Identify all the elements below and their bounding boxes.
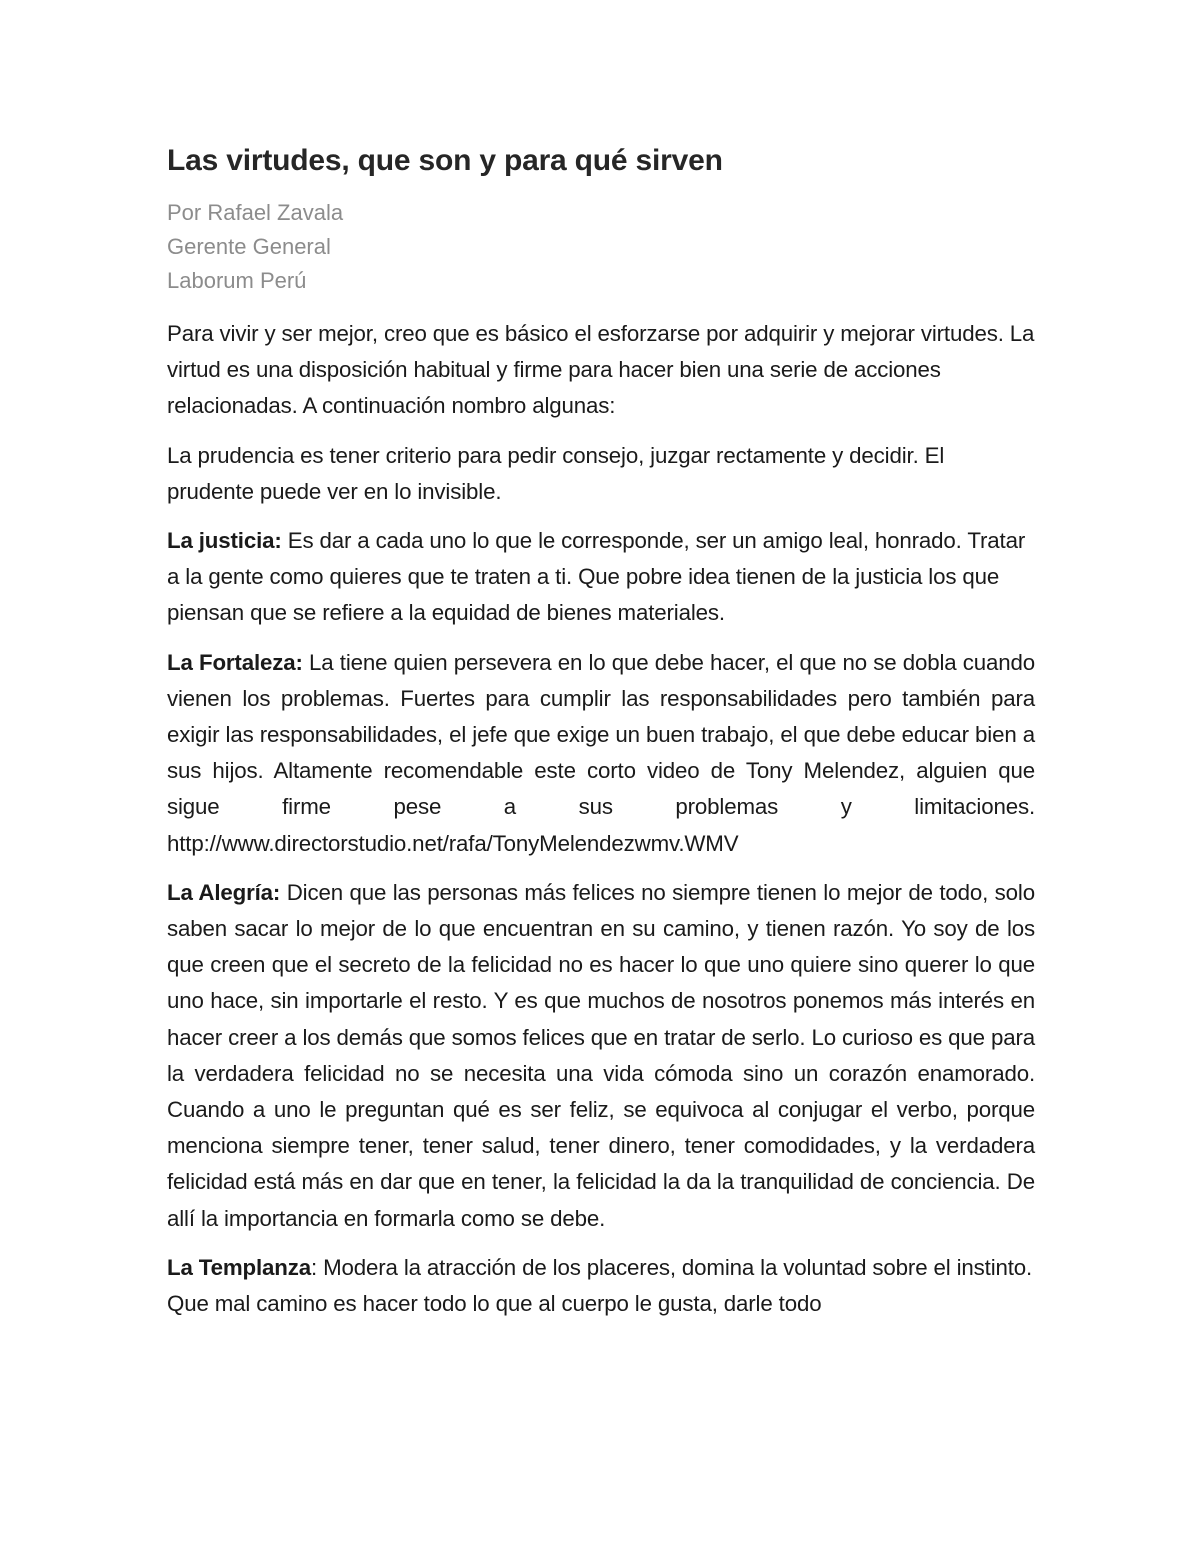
alegria-paragraph (167, 875, 1035, 1237)
justicia-paragraph (167, 523, 1035, 632)
templanza-paragraph (167, 1250, 1035, 1322)
byline-role: Gerente General (167, 234, 331, 259)
alegria-text: Dicen que las personas más felices no siempre tienen lo mejor de todo, solo saben sacar lo mejor de lo que encuentran en su camino, y tienen razón. Yo soy de los que creen que el secreto de la felicidad no es hacer lo que uno quiere sino querer lo que uno hace, sin importarle el resto. Y es que muchos de nosotros ponemos más interés en hacer creer a los demás que somos felices que en tratar de serlo. Lo curioso es que para la verdadera felicidad no se necesita una vida cómoda sino un corazón enamorado. Cuando a uno le preguntan qué es ser feliz, se equivoca al conjugar el verbo, porque menciona siempre tener, tener salud, tener dinero, tener comodidades, y la verdadera felicidad está más en dar que en tener, la felicidad la da la tranquilidad de conciencia. De allí la importancia en formarla como se debe. (167, 879, 1036, 1231)
fortaleza-heading: La Fortaleza: (167, 649, 303, 675)
intro-paragraph: Para vivir y ser mejor, creo que es básico el esforzarse por adquirir y mejorar virtudes. La virtud es una disposición habitual y firme para hacer bien una serie de acciones relacionadas. A continuación nombro algunas: (167, 321, 1035, 419)
byline-author: Por Rafael Zavala (167, 200, 344, 225)
document-body (167, 140, 1035, 1335)
justicia-heading: La justicia: (167, 528, 282, 554)
templanza-text: : Modera la atracción de los placeres, domina la voluntad sobre el instinto. Que mal camino es hacer todo lo que al cuerpo le gusta, darle todo (167, 1254, 1033, 1317)
byline (167, 196, 1035, 298)
fortaleza-paragraph (167, 645, 1035, 862)
prudencia-paragraph: La prudencia es tener criterio para pedir consejo, juzgar rectamente y decidir. El prudente puede ver en lo invisible. (167, 442, 945, 504)
templanza-heading: La Templanza (167, 1254, 311, 1280)
fortaleza-text: La tiene quien persevera en lo que debe hacer, el que no se dobla cuando vienen los problemas. Fuertes para cumplir las responsabilidades pero también para exigir las responsabilidades, el jefe que exige un buen trabajo, el que debe educar bien a sus hijos. Altamente recomendable este corto video de Tony Melendez, alguien que sigue firme pese a sus problemas y limitaciones. http://www.directorstudio.net/rafa/TonyMelendezwmv.WMV (167, 649, 1036, 856)
justicia-text: Es dar a cada uno lo que le corresponde, ser un amigo leal, honrado. Tratar a la gente como quieres que te traten a ti. Que pobre idea tienen de la justicia los que piensan que se refiere a la equidad de bienes materiales. (167, 528, 1026, 626)
byline-company: Laborum Perú (167, 268, 307, 293)
alegria-heading: La Alegría: (167, 879, 281, 905)
document-title: Las virtudes, que son y para qué sirven (167, 144, 723, 177)
